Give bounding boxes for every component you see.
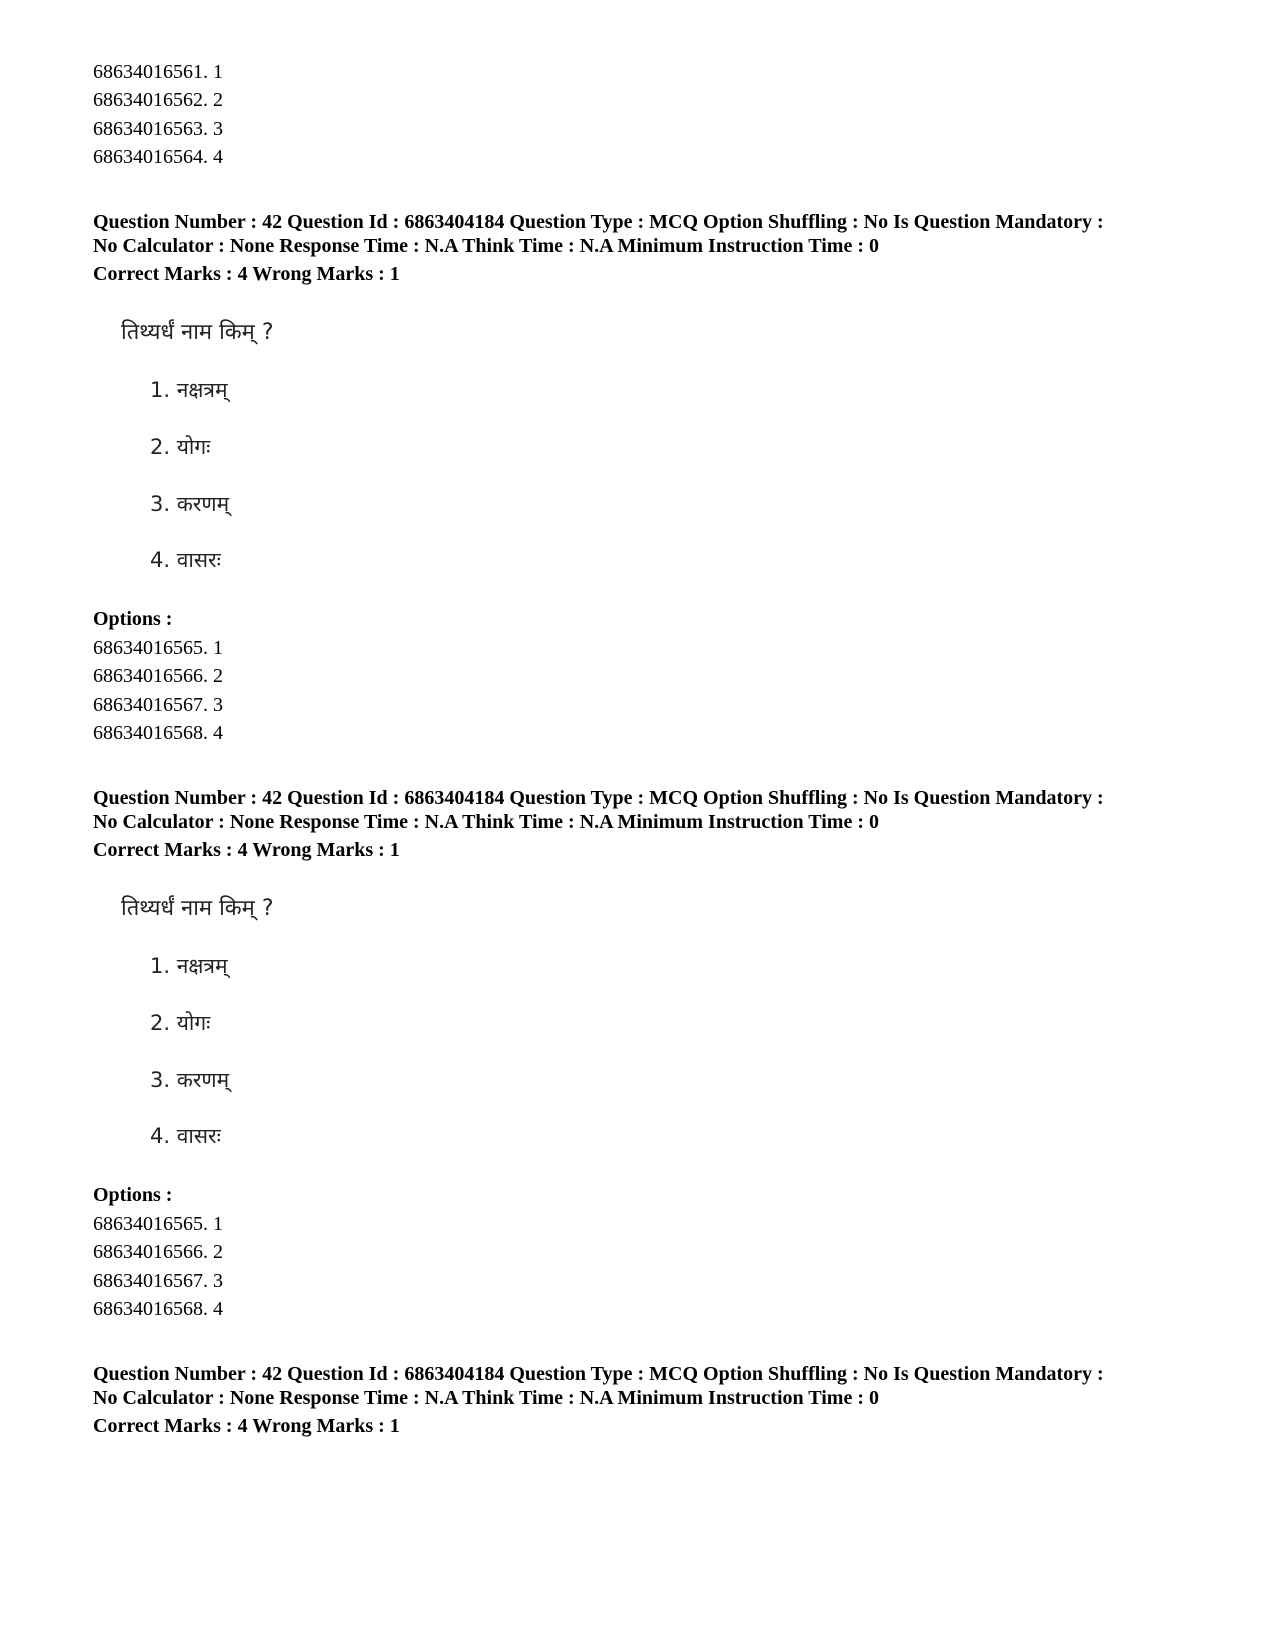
question-choice: 1. नक्षत्रम् xyxy=(150,378,228,402)
options-label: Options : xyxy=(93,1184,173,1206)
question-choice: 2. योगः xyxy=(150,435,211,459)
question-header: No Calculator : None Response Time : N.A Think Time : N.A Minimum Instruction Time : 0 xyxy=(93,811,879,833)
question-choice: 3. करणम् xyxy=(150,492,230,516)
question-header: Question Number : 42 Question Id : 6863404184 Question Type : MCQ Option Shuffling : No Is Question Mandatory : xyxy=(93,1363,1104,1385)
question-header: No Calculator : None Response Time : N.A Think Time : N.A Minimum Instruction Time : 0 xyxy=(93,1387,879,1409)
option-line: 68634016563. 3 xyxy=(93,118,223,140)
question-choice: 2. योगः xyxy=(150,1011,211,1035)
options-label: Options : xyxy=(93,608,173,630)
option-line: 68634016567. 3 xyxy=(93,694,223,716)
question-choice: 4. वासरः xyxy=(150,1124,221,1148)
option-line: 68634016565. 1 xyxy=(93,1213,223,1235)
question-marks: Correct Marks : 4 Wrong Marks : 1 xyxy=(93,839,400,861)
question-header: Question Number : 42 Question Id : 6863404184 Question Type : MCQ Option Shuffling : No Is Question Mandatory : xyxy=(93,211,1104,233)
question-text: तिथ्यर्धं नाम किम् ? xyxy=(121,896,274,921)
question-choice: 4. वासरः xyxy=(150,548,221,572)
option-line: 68634016566. 2 xyxy=(93,1241,223,1263)
option-line: 68634016568. 4 xyxy=(93,722,223,744)
option-line: 68634016566. 2 xyxy=(93,665,223,687)
option-line: 68634016562. 2 xyxy=(93,89,223,111)
option-line: 68634016568. 4 xyxy=(93,1298,223,1320)
option-line: 68634016567. 3 xyxy=(93,1270,223,1292)
question-text: तिथ्यर्धं नाम किम् ? xyxy=(121,320,274,345)
question-choice: 1. नक्षत्रम् xyxy=(150,954,228,978)
question-choice: 3. करणम् xyxy=(150,1068,230,1092)
option-line: 68634016561. 1 xyxy=(93,61,223,83)
option-line: 68634016565. 1 xyxy=(93,637,223,659)
question-header: No Calculator : None Response Time : N.A Think Time : N.A Minimum Instruction Time : 0 xyxy=(93,235,879,257)
question-marks: Correct Marks : 4 Wrong Marks : 1 xyxy=(93,263,400,285)
option-line: 68634016564. 4 xyxy=(93,146,223,168)
question-marks: Correct Marks : 4 Wrong Marks : 1 xyxy=(93,1415,400,1437)
question-header: Question Number : 42 Question Id : 6863404184 Question Type : MCQ Option Shuffling : No Is Question Mandatory : xyxy=(93,787,1104,809)
